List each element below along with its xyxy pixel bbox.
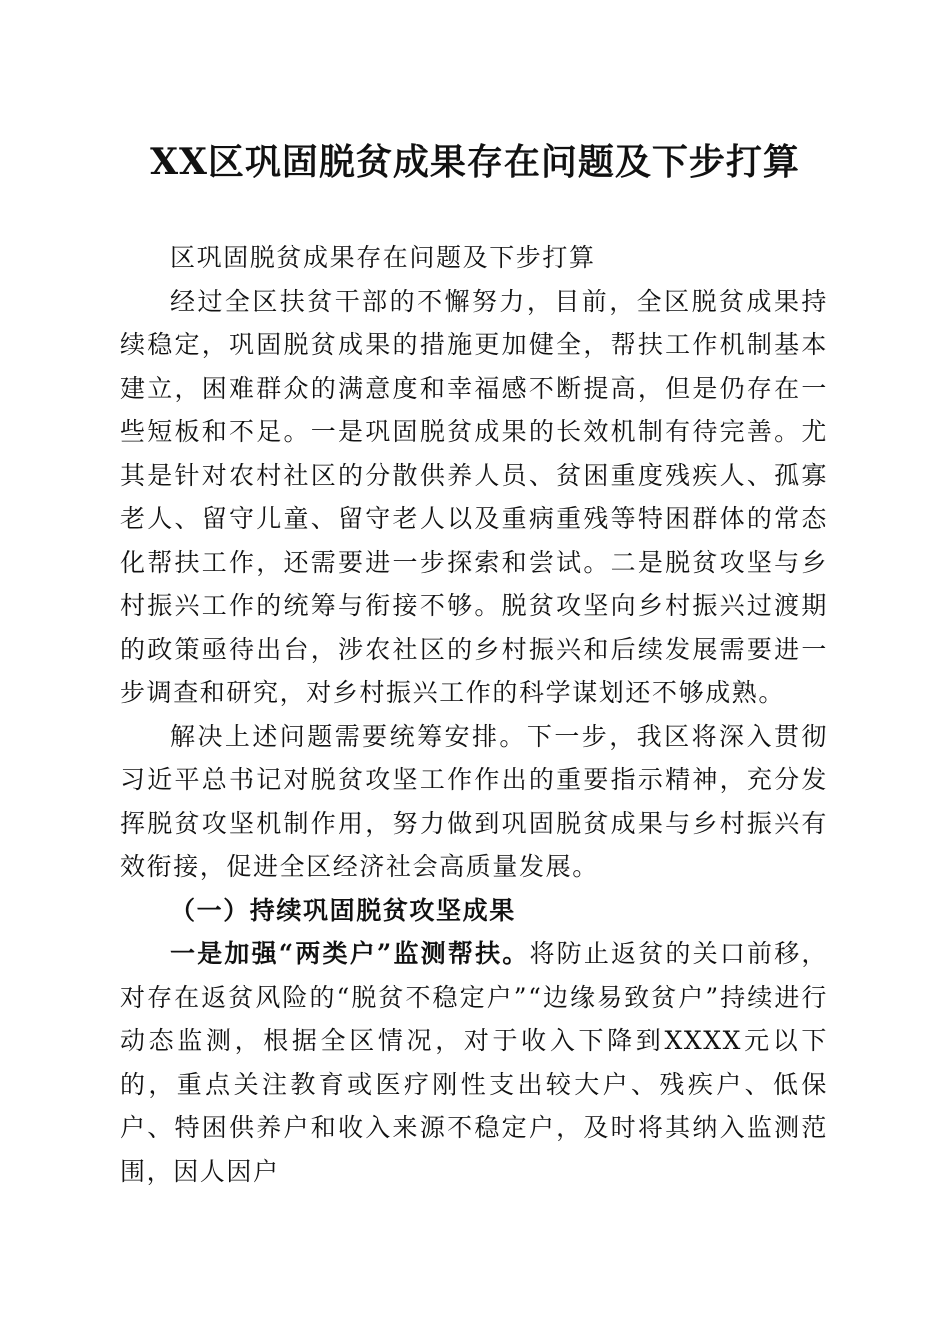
document-body: [120, 236, 828, 1193]
paragraph-monitoring-body: 将防止返贫的关口前移，对存在返贫风险的“脱贫不稳定户”“边缘易致贫户”持续进行动态监测，根据全区情况，对于收入下降到XXXX元以下的，重点关注教育或医疗刚性支出较大户、残疾户、低保户、特困供养户和收入来源不稳定户，及时将其纳入监测范围，因人因户: [120, 939, 828, 1186]
section-heading-1: （一）持续巩固脱贫攻坚成果: [170, 895, 516, 925]
paragraph-monitoring-lead: 一是加强“两类户”监测帮扶。: [170, 939, 530, 968]
paragraph-monitoring: [120, 932, 828, 1193]
paragraph-problems: 经过全区扶贫干部的不懈努力，目前，全区脱贫成果持续稳定，巩固脱贫成果的措施更加健全，帮扶工作机制基本建立，困难群众的满意度和幸福感不断提高，但是仍存在一些短板和不足。一是巩固脱贫成果的长效机制有待完善。尤其是针对农村社区的分散供养人员、贫困重度残疾人、孤寡老人、留守儿童、留守老人以及重病重残等特困群体的常态化帮扶工作，还需要进一步探索和尝试。二是脱贫攻坚与乡村振兴工作的统筹与衔接不够。脱贫攻坚向乡村振兴过渡期的政策亟待出台，涉农社区的乡村振兴和后续发展需要进一步调查和研究，对乡村振兴工作的科学谋划还不够成熟。: [120, 286, 828, 707]
document-title: XX区巩固脱贫成果存在问题及下步打算: [150, 141, 800, 183]
subtitle-line: 区巩固脱贫成果存在问题及下步打算: [170, 243, 596, 272]
paragraph-next-steps: 解决上述问题需要统筹安排。下一步，我区将深入贯彻习近平总书记对脱贫攻坚工作作出的重要指示精神，充分发挥脱贫攻坚机制作用，努力做到巩固脱贫成果与乡村振兴有效衔接，促进全区经济社会高质量发展。: [120, 721, 828, 881]
